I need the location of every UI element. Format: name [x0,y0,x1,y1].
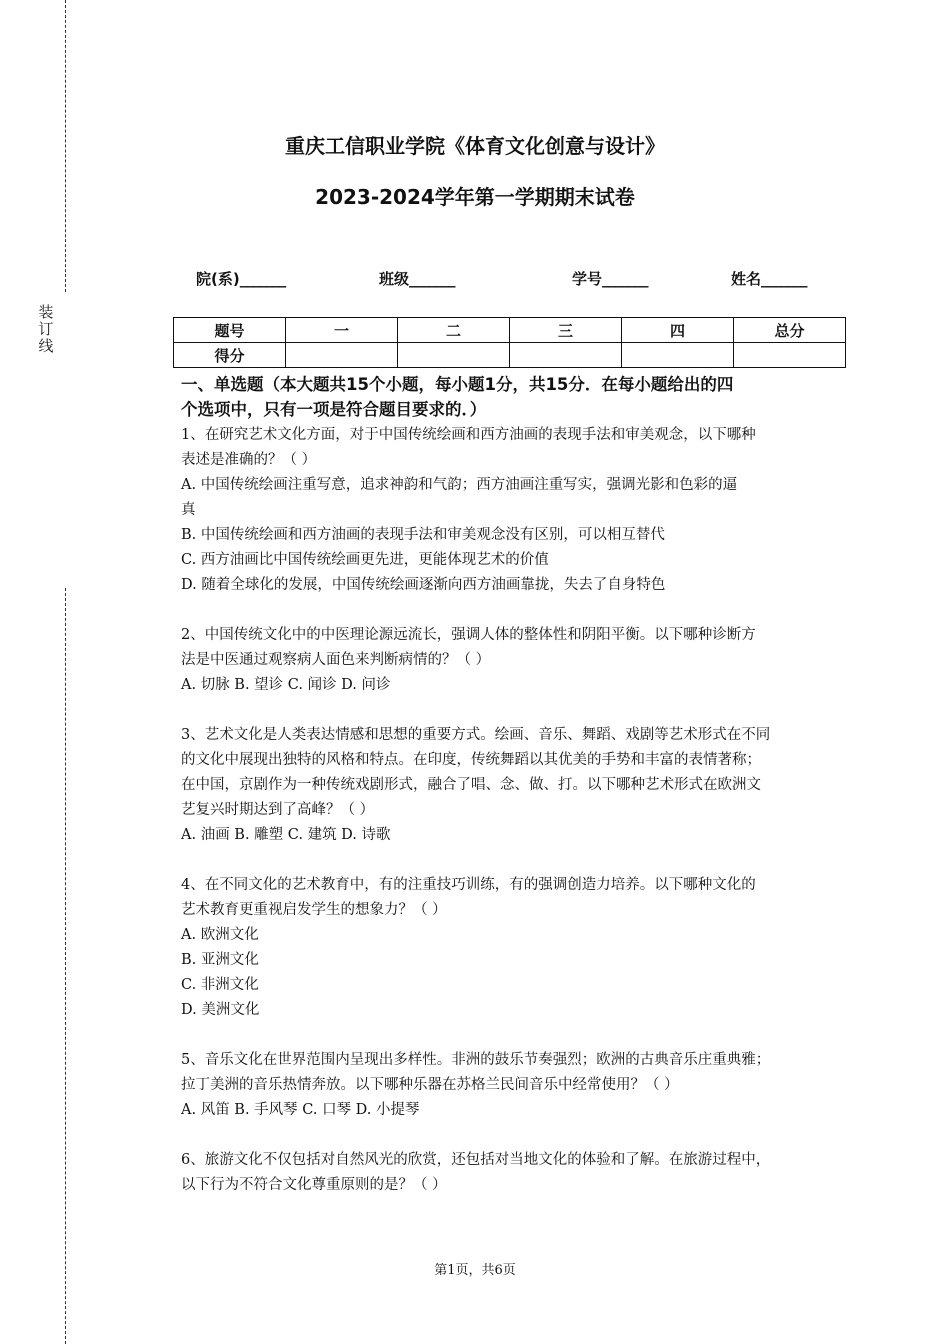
option-line: B. 亚洲文化 [181,952,259,968]
student-id-blank: _______ [602,270,648,288]
score-cell [286,343,398,368]
class-blank: _______ [409,270,455,288]
question-line: 2、中国传统文化中的中医理论源远流长，强调人体的整体性和阴阳平衡。以下哪种诊断方 [181,627,756,643]
score-header-cell: 总分 [734,318,846,343]
exam-subtitle: 2023-2024学年第一学期期末试卷 [315,185,635,209]
binding-line-bottom [65,588,66,1344]
question-3 [181,723,849,848]
question-6 [181,1148,849,1198]
score-cell [398,343,510,368]
option-line: A. 中国传统绘画注重写意，追求神韵和气韵；西方油画注重写实，强调光影和色彩的逼 [181,477,738,493]
question-line: 的文化中展现出独特的风格和特点。在印度，传统舞蹈以其优美的手势和丰富的表情著称； [181,752,761,768]
score-header-cell: 题号 [174,318,286,343]
question-1 [181,423,849,598]
score-cell [510,343,622,368]
score-header-cell: 四 [622,318,734,343]
student-id-label: 学号 [572,270,603,288]
binding-char: 装 [38,303,54,321]
question-line: 6、旅游文化不仅包括对自然风光的欣赏，还包括对当地文化的体验和了解。在旅游过程中， [181,1152,771,1168]
exam-title: 重庆工信职业学院《体育文化创意与设计》 [285,134,665,158]
option-line: B. 中国传统绘画和西方油画的表现手法和审美观念没有区别，可以相互替代 [181,527,665,543]
class-field [379,268,455,289]
binding-label [37,304,55,355]
question-line: 法是中医通过观察病人面色来判断病情的？（ ） [181,652,491,668]
question-spacer [181,698,849,723]
binding-char: 订 [38,320,54,338]
score-table-header-row [174,318,846,343]
question-line: 3、艺术文化是人类表达情感和思想的重要方式。绘画、音乐、舞蹈、戏剧等艺术形式在不同 [181,727,771,743]
question-line: 拉丁美洲的音乐热情奔放。以下哪种乐器在苏格兰民间音乐中经常使用？（ ） [181,1077,679,1093]
score-header-cell: 一 [286,318,398,343]
question-spacer [181,848,849,873]
section-heading-line: 一、单选题（本大题共15个小题，每小题1分，共15分．在每小题给出的四 [181,375,734,394]
question-line: 表述是准确的？（ ） [181,452,317,468]
name-label: 姓名 [731,270,762,288]
department-label: 院(系) [196,270,240,288]
score-row-label: 得分 [174,343,286,368]
exam-content [181,372,849,1198]
score-table [173,317,846,368]
question-line: 4、在不同文化的艺术教育中，有的注重技巧训练，有的强调创造力培养。以下哪种文化的 [181,877,756,893]
question-spacer [181,598,849,623]
question-5 [181,1048,849,1123]
option-line: D. 美洲文化 [181,1002,260,1018]
binding-char: 线 [38,337,54,355]
question-spacer [181,1123,849,1148]
option-line: D. 随着全球化的发展，中国传统绘画逐渐向西方油画靠拢，失去了自身特色 [181,577,666,593]
option-line: 真 [181,502,196,518]
department-blank: _______ [239,270,286,288]
option-line: A. 欧洲文化 [181,927,259,943]
score-header-cell: 三 [510,318,622,343]
option-line: A. 切脉 B. 望诊 C. 闻诊 D. 问诊 [181,677,391,693]
page-number: 第1页，共6页 [434,1263,516,1278]
name-field [731,268,807,289]
score-header-cell: 二 [398,318,510,343]
class-label: 班级 [379,270,410,288]
score-cell [622,343,734,368]
option-line: C. 非洲文化 [181,977,259,993]
question-line: 5、音乐文化在世界范围内呈现出多样性。非洲的鼓乐节奏强烈；欧洲的古典音乐庄重典雅； [181,1052,771,1068]
score-table-score-row [174,343,846,368]
name-blank: _______ [761,270,807,288]
question-2 [181,623,849,698]
option-line: C. 西方油画比中国传统绘画更先进，更能体现艺术的价值 [181,552,549,568]
score-cell [734,343,846,368]
section-heading [181,372,849,422]
option-line: A. 油画 B. 雕塑 C. 建筑 D. 诗歌 [181,827,391,843]
question-4 [181,873,849,1023]
question-line: 在中国，京剧作为一种传统戏剧形式，融合了唱、念、做、打。以下哪种艺术形式在欧洲文 [181,777,761,793]
option-line: A. 风笛 B. 手风琴 C. 口琴 D. 小提琴 [181,1102,420,1118]
question-line: 艺术教育更重视启发学生的想象力？（ ） [181,902,447,918]
question-line: 艺复兴时期达到了高峰？（ ） [181,802,375,818]
section-heading-line: 个选项中，只有一项是符合题目要求的．） [181,400,487,419]
question-spacer [181,1023,849,1048]
question-line: 以下行为不符合文化尊重原则的是？（ ） [181,1177,447,1193]
student-id-field [572,268,648,289]
department-field [196,268,285,289]
question-line: 1、在研究艺术文化方面，对于中国传统绘画和西方油画的表现手法和审美观念，以下哪种 [181,427,756,443]
